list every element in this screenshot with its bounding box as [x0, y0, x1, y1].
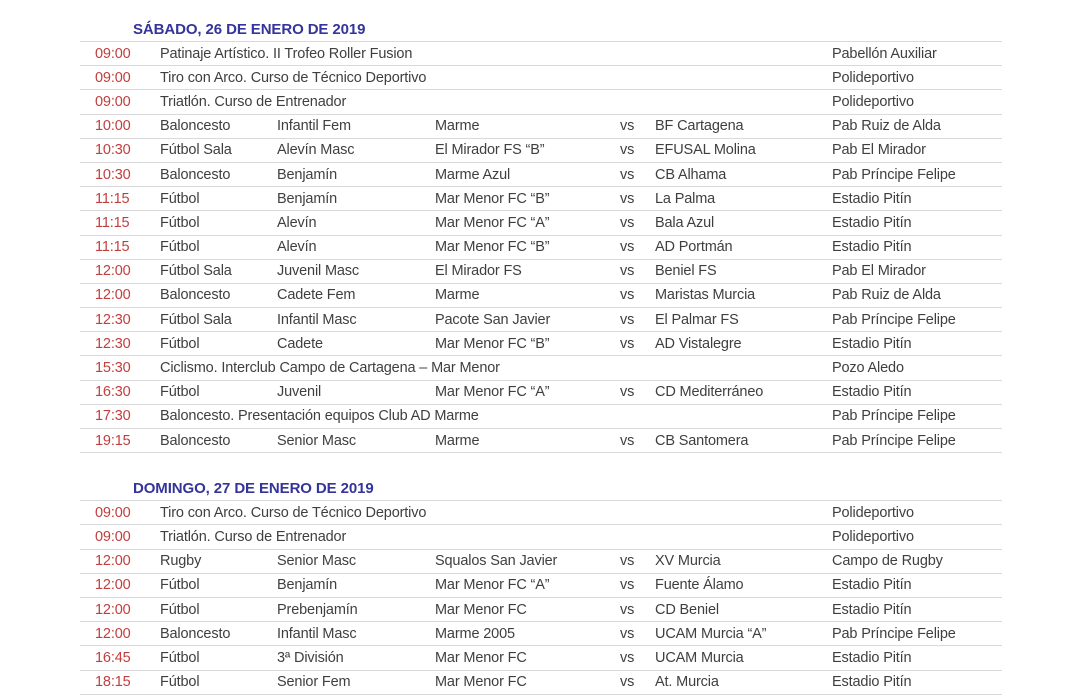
away-team: El Palmar FS [655, 311, 739, 328]
event-category: Benjamín [277, 577, 338, 594]
event-time: 09:00 [95, 93, 131, 110]
schedule-row [80, 646, 1002, 670]
away-team: BF Cartagena [655, 118, 744, 135]
schedule-row [80, 42, 1002, 66]
event-time: 12:00 [95, 553, 131, 570]
vs-label: vs [620, 335, 635, 352]
event-time: 19:15 [95, 432, 131, 449]
event-time: 16:30 [95, 384, 131, 401]
event-sport: Fútbol [160, 239, 200, 256]
event-sport: Baloncesto [160, 625, 231, 642]
event-sport: Fútbol Sala [160, 311, 232, 328]
event-venue: Estadio Pitín [832, 601, 912, 618]
event-venue: Pab Ruiz de Alda [832, 287, 941, 304]
schedule-row [80, 284, 1002, 308]
event-category: Benjamín [277, 166, 338, 183]
schedule-row [80, 236, 1002, 260]
event-time: 11:15 [95, 239, 130, 256]
home-team: El Mirador FS [435, 263, 522, 280]
event-time: 18:15 [95, 674, 131, 691]
event-time: 12:00 [95, 577, 131, 594]
schedule-row [80, 332, 1002, 356]
event-category: Senior Fem [277, 674, 351, 691]
vs-label: vs [620, 432, 635, 449]
event-time: 09:00 [95, 45, 131, 62]
event-venue: Estadio Pitín [832, 649, 912, 666]
event-venue: Pab Ruiz de Alda [832, 118, 941, 135]
event-sport: Baloncesto [160, 118, 231, 135]
event-sport: Rugby [160, 553, 202, 570]
event-sport: Baloncesto [160, 166, 231, 183]
away-team: CB Alhama [655, 166, 727, 183]
event-time: 09:00 [95, 504, 131, 521]
event-time: 09:00 [95, 69, 131, 86]
home-team: Mar Menor FC [435, 601, 527, 618]
event-venue: Polideportivo [832, 93, 914, 110]
schedule-row [80, 622, 1002, 646]
away-team: UCAM Murcia [655, 649, 744, 666]
vs-label: vs [620, 214, 635, 231]
away-team: AD Portmán [655, 239, 733, 256]
event-sport: Fútbol [160, 674, 200, 691]
event-time: 09:00 [95, 528, 131, 545]
home-team: El Mirador FS “B” [435, 142, 545, 159]
event-venue: Pab Príncipe Felipe [832, 166, 956, 183]
away-team: At. Murcia [655, 674, 719, 691]
event-time: 12:30 [95, 335, 131, 352]
schedule-row [80, 308, 1002, 332]
schedule-row [80, 356, 1002, 380]
home-team: Marme [435, 118, 480, 135]
schedule-row [80, 211, 1002, 235]
event-sport: Fútbol [160, 335, 200, 352]
vs-label: vs [620, 287, 635, 304]
event-venue: Polideportivo [832, 528, 914, 545]
event-time: 12:00 [95, 287, 131, 304]
schedule-row [80, 429, 1002, 453]
away-team: Maristas Murcia [655, 287, 756, 304]
event-category: Cadete [277, 335, 323, 352]
event-time: 12:00 [95, 625, 131, 642]
schedule-row [80, 260, 1002, 284]
vs-label: vs [620, 384, 635, 401]
home-team: Mar Menor FC “B” [435, 335, 550, 352]
schedule-row [80, 381, 1002, 405]
home-team: Squalos San Javier [435, 553, 558, 570]
event-venue: Pozo Aledo [832, 360, 904, 377]
event-description: Baloncesto. Presentación equipos Club AD Marme [160, 408, 479, 425]
event-venue: Estadio Pitín [832, 214, 912, 231]
schedule-row [80, 139, 1002, 163]
event-venue: Estadio Pitín [832, 190, 912, 207]
schedule-row [80, 671, 1002, 695]
event-category: Alevín [277, 239, 317, 256]
event-sport: Fútbol [160, 214, 200, 231]
vs-label: vs [620, 190, 635, 207]
away-team: AD Vistalegre [655, 335, 742, 352]
away-team: Beniel FS [655, 263, 717, 280]
away-team: Fuente Álamo [655, 577, 744, 594]
event-time: 10:30 [95, 166, 131, 183]
event-category: Juvenil [277, 384, 322, 401]
vs-label: vs [620, 601, 635, 618]
home-team: Mar Menor FC “B” [435, 239, 550, 256]
event-time: 10:00 [95, 118, 131, 135]
event-venue: Estadio Pitín [832, 384, 912, 401]
away-team: CB Santomera [655, 432, 749, 449]
event-category: Infantil Fem [277, 118, 351, 135]
vs-label: vs [620, 166, 635, 183]
schedule-row [80, 115, 1002, 139]
schedule-row [80, 66, 1002, 90]
event-category: Alevín Masc [277, 142, 355, 159]
event-venue: Pabellón Auxiliar [832, 45, 937, 62]
schedule-row [80, 550, 1002, 574]
vs-label: vs [620, 239, 635, 256]
event-venue: Pab El Mirador [832, 142, 926, 159]
event-venue: Estadio Pitín [832, 674, 912, 691]
event-description: Triatlón. Curso de Entrenador [160, 93, 347, 110]
event-venue: Pab Príncipe Felipe [832, 625, 956, 642]
event-venue: Campo de Rugby [832, 553, 943, 570]
event-venue: Pab Príncipe Felipe [832, 432, 956, 449]
home-team: Mar Menor FC “A” [435, 214, 550, 231]
section-header-row [80, 0, 1002, 42]
event-sport: Fútbol [160, 649, 200, 666]
vs-label: vs [620, 118, 635, 135]
weekend-schedule-table [80, 0, 1002, 695]
event-category: Infantil Masc [277, 625, 357, 642]
home-team: Marme 2005 [435, 625, 515, 642]
home-team: Pacote San Javier [435, 311, 551, 328]
vs-label: vs [620, 263, 635, 280]
home-team: Marme Azul [435, 166, 511, 183]
event-time: 15:30 [95, 360, 131, 377]
event-sport: Baloncesto [160, 432, 231, 449]
event-venue: Pab Príncipe Felipe [832, 311, 956, 328]
vs-label: vs [620, 311, 635, 328]
home-team: Marme [435, 432, 480, 449]
event-sport: Fútbol [160, 384, 200, 401]
vs-label: vs [620, 577, 635, 594]
event-time: 12:00 [95, 263, 131, 280]
home-team: Mar Menor FC “B” [435, 190, 550, 207]
event-category: Juvenil Masc [277, 263, 360, 280]
away-team: CD Beniel [655, 601, 719, 618]
event-sport: Baloncesto [160, 287, 231, 304]
event-category: Cadete Fem [277, 287, 356, 304]
schedule-row [80, 525, 1002, 549]
home-team: Mar Menor FC [435, 674, 527, 691]
away-team: UCAM Murcia “A” [655, 625, 767, 642]
event-sport: Fútbol [160, 577, 200, 594]
event-venue: Pab Príncipe Felipe [832, 408, 956, 425]
away-team: XV Murcia [655, 553, 721, 570]
event-time: 17:30 [95, 408, 131, 425]
event-venue: Polideportivo [832, 69, 914, 86]
vs-label: vs [620, 649, 635, 666]
away-team: CD Mediterráneo [655, 384, 764, 401]
event-venue: Polideportivo [832, 504, 914, 521]
event-sport: Fútbol [160, 601, 200, 618]
event-venue: Estadio Pitín [832, 577, 912, 594]
schedule-row [80, 405, 1002, 429]
event-venue: Pab El Mirador [832, 263, 926, 280]
schedule-row [80, 501, 1002, 525]
event-category: Alevín [277, 214, 317, 231]
section-header-row [80, 453, 1002, 501]
event-venue: Estadio Pitín [832, 335, 912, 352]
event-description: Triatlón. Curso de Entrenador [160, 528, 347, 545]
vs-label: vs [620, 553, 635, 570]
vs-label: vs [620, 625, 635, 642]
event-category: Senior Masc [277, 432, 356, 449]
event-time: 12:30 [95, 311, 131, 328]
home-team: Marme [435, 287, 480, 304]
event-time: 11:15 [95, 214, 130, 231]
schedule-row [80, 90, 1002, 114]
event-sport: Fútbol Sala [160, 142, 232, 159]
schedule-row [80, 187, 1002, 211]
event-category: 3ª División [277, 649, 344, 666]
home-team: Mar Menor FC [435, 649, 527, 666]
event-category: Senior Masc [277, 553, 356, 570]
vs-label: vs [620, 674, 635, 691]
away-team: Bala Azul [655, 214, 715, 231]
home-team: Mar Menor FC “A” [435, 384, 550, 401]
event-sport: Fútbol Sala [160, 263, 232, 280]
event-time: 12:00 [95, 601, 131, 618]
home-team: Mar Menor FC “A” [435, 577, 550, 594]
event-category: Infantil Masc [277, 311, 357, 328]
event-time: 16:45 [95, 649, 131, 666]
event-category: Benjamín [277, 190, 338, 207]
event-venue: Estadio Pitín [832, 239, 912, 256]
event-sport: Fútbol [160, 190, 200, 207]
event-time: 10:30 [95, 142, 131, 159]
event-description: Ciclismo. Interclub Campo de Cartagena – Mar Menor [160, 360, 500, 377]
schedule-row [80, 598, 1002, 622]
away-team: EFUSAL Molina [655, 142, 756, 159]
event-category: Prebenjamín [277, 601, 358, 618]
vs-label: vs [620, 142, 635, 159]
event-description: Tiro con Arco. Curso de Técnico Deportivo [160, 69, 427, 86]
away-team: La Palma [655, 190, 716, 207]
section-date-title: DOMINGO, 27 DE ENERO DE 2019 [133, 480, 374, 498]
schedule-row [80, 574, 1002, 598]
schedule-row [80, 163, 1002, 187]
event-description: Tiro con Arco. Curso de Técnico Deportivo [160, 504, 427, 521]
event-time: 11:15 [95, 190, 130, 207]
event-description: Patinaje Artístico. II Trofeo Roller Fusion [160, 45, 413, 62]
section-date-title: SÁBADO, 26 DE ENERO DE 2019 [133, 21, 366, 38]
